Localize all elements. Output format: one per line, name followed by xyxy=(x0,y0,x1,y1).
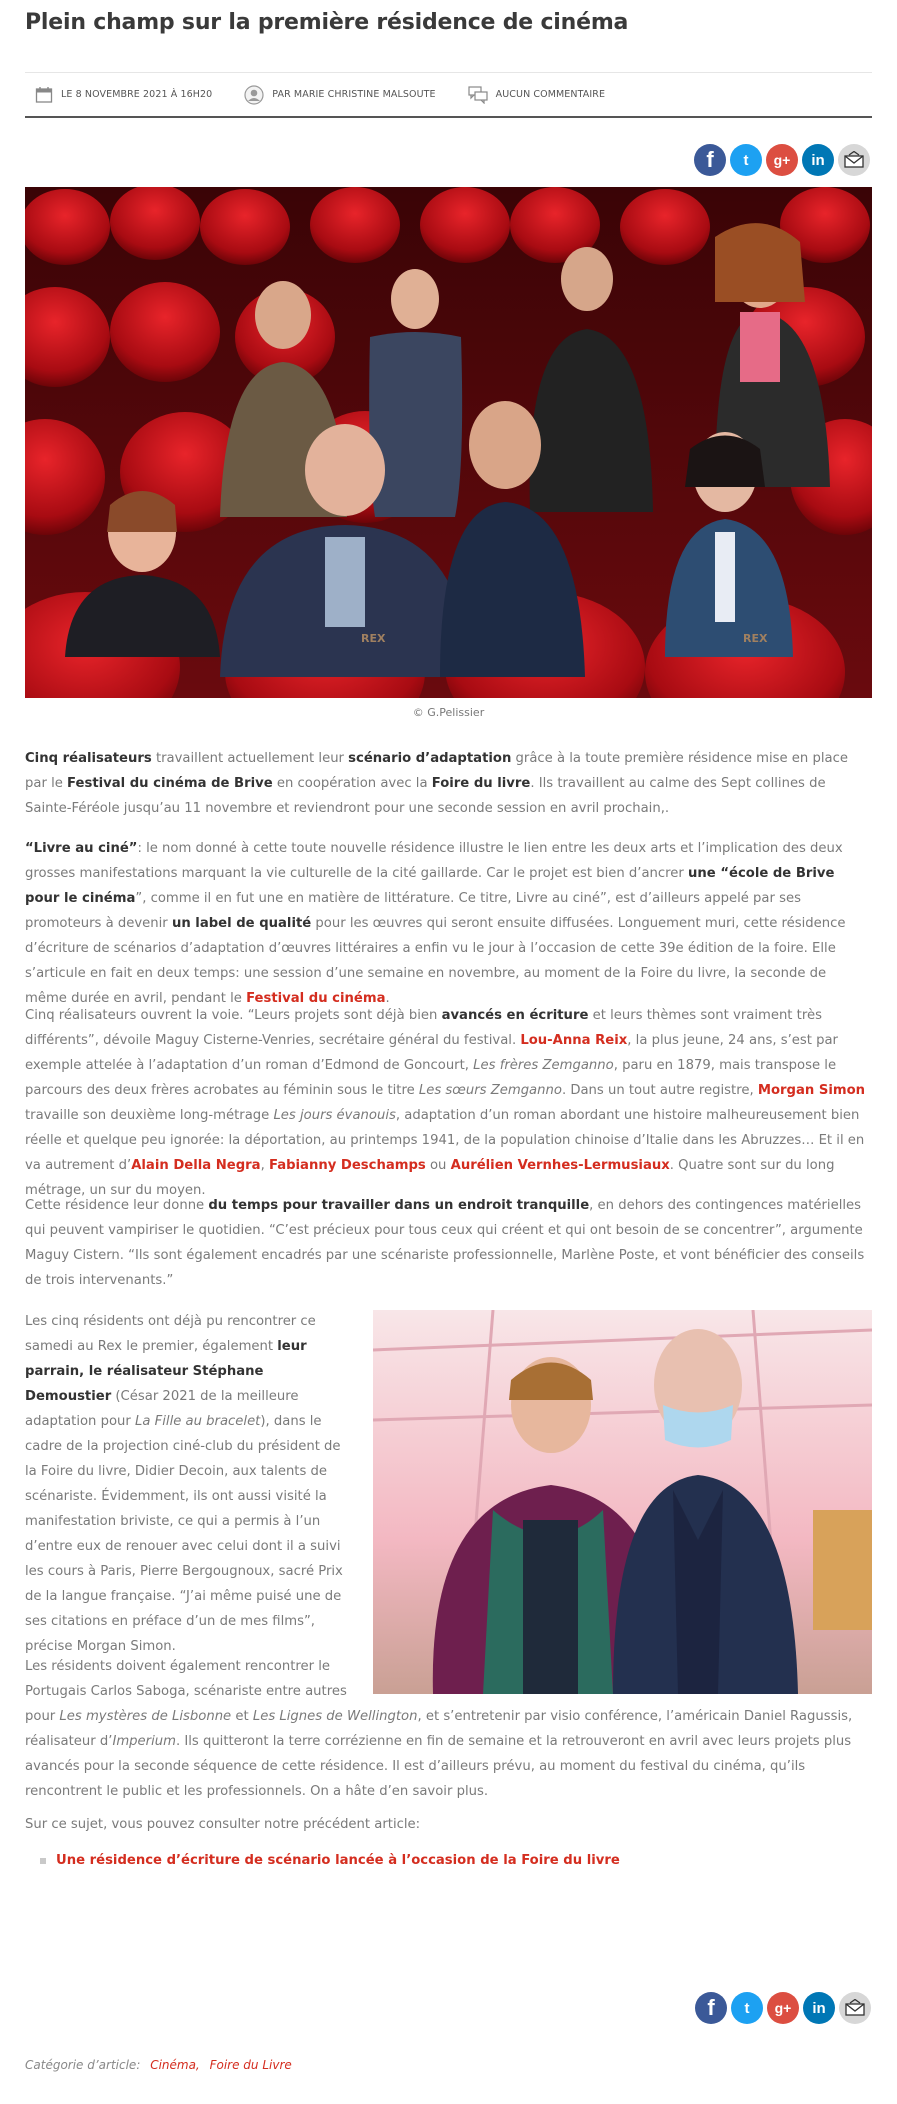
link-lou-anna-reix[interactable]: Lou-Anna Reix xyxy=(520,1033,628,1048)
facebook-icon[interactable]: f xyxy=(694,144,726,176)
photo-credit: © G.Pelissier xyxy=(412,706,485,719)
share-bar-top xyxy=(694,144,870,176)
google-plus-icon[interactable]: g+ xyxy=(767,1992,799,2024)
paragraph-rencontres-start: Les résidents doivent également rencontrer le Portugais Carlos Saboga, scénariste entre autres xyxy=(25,1659,347,1699)
paragraph-parrain: Les cinq résidents ont déjà pu rencontrer ce samedi au Rex le premier, également leur parrain, le réalisateur Stéphane Demoustier (César 2021 de la meilleure adaptation pour La Fille au bracelet), dans le cadre de la projection ciné-club du président de la Foire du livre, Didier Decoin, aux talents de scénariste. Évidemment, ils ont aussi visité la manifestation briviste, ce qui a permis à l’un d’entre eux de renouer avec celui dont il a suivi les cours à Paris, Pierre Bergougnoux, sacré Prix de la langue française. “J’ai même puisé une de ses citations en préface d’un de mes films”, précise Morgan Simon. xyxy=(25,1314,343,1654)
cinema-seats-group-photo xyxy=(25,187,872,698)
meta-date xyxy=(35,86,212,104)
share-bar-bottom xyxy=(695,1992,871,2024)
two-men-photo xyxy=(373,1310,872,1694)
link-fabianny-deschamps[interactable]: Fabianny Deschamps xyxy=(268,1158,426,1173)
article-meta xyxy=(25,72,872,118)
article-category xyxy=(25,2058,292,2072)
article-title: Plein champ sur la première résidence de cinéma xyxy=(25,10,629,35)
twitter-icon[interactable]: t xyxy=(730,144,762,176)
paragraph-intro: Cinq réalisateurs travaillent actuellement leur scénario d’adaptation grâce à la toute première résidence mise en place par le Festival du cinéma de Brive en coopération avec la Foire du livre. Ils travaillent au calme des Sept collines de Sainte-Féréole jusqu’au 11 novembre et reviendront pour une seconde session en avril prochain,. xyxy=(25,751,848,816)
related-article-link[interactable]: Une résidence d’écriture de scénario lancée à l’occasion de la Foire du livre xyxy=(56,1853,620,1868)
calendar-icon xyxy=(35,86,53,104)
meta-comments[interactable] xyxy=(468,86,605,104)
meta-comments-text: AUCUN COMMENTAIRE xyxy=(495,89,606,100)
linkedin-icon[interactable]: in xyxy=(803,1992,835,2024)
facebook-icon[interactable]: f xyxy=(695,1992,727,2024)
svg-text:REX: REX xyxy=(743,632,768,645)
paragraph-rencontres: pour Les mystères de Lisbonne et Les Lignes de Wellington, et s’entretenir par visio conférence, l’américain Daniel Ragussis, réalisateur d’Imperium. Ils quitteront la terre corrézienne en fin de semaine et la retrouveront en avril avec leurs projets plus avancés pour la seconde séquence de cette résidence. Il est d’ailleurs prévu, au moment du festival du cinéma, qu’ils rencontrent le public et les professionnels. On a hâte d’en savoir plus. xyxy=(25,1709,853,1799)
email-icon[interactable] xyxy=(839,1992,871,2024)
meta-author[interactable] xyxy=(244,85,435,105)
paragraph-temps-travailler: Cette résidence leur donne du temps pour travailler dans un endroit tranquille, en dehors des contingences matérielles qui peuvent vampiriser le quotidien. “C’est précieux pour tous ceux qui créent et qui ont besoin de se concentrer”, argumente Maguy Cistern. “Ils sont également encadrés par une scénariste professionnelle, Marlène Poste, et vont bénéficier des conseils de trois intervenants.” xyxy=(25,1198,865,1288)
meta-author-text: PAR MARIE CHRISTINE MALSOUTE xyxy=(272,89,436,100)
category-label: Catégorie d’article: xyxy=(25,2058,141,2072)
linkedin-icon[interactable]: in xyxy=(802,144,834,176)
twitter-icon[interactable]: t xyxy=(731,1992,763,2024)
link-festival-du-cinema[interactable]: Festival du cinéma xyxy=(246,991,386,1006)
link-morgan-simon[interactable]: Morgan Simon xyxy=(757,1083,866,1098)
link-alain-della-negra[interactable]: Alain Della Negra xyxy=(131,1158,261,1173)
link-aurelien-vernhes-lermusiaux[interactable]: Aurélien Vernhes-Lermusiaux xyxy=(450,1158,670,1173)
google-plus-icon[interactable]: g+ xyxy=(766,144,798,176)
email-icon[interactable] xyxy=(838,144,870,176)
category-link-cinema[interactable]: Cinéma, xyxy=(150,2058,200,2072)
bullet-square-icon xyxy=(40,1858,46,1864)
user-icon xyxy=(244,85,264,105)
comments-icon xyxy=(468,86,488,104)
paragraph-livre-au-cine: “Livre au ciné”: le nom donné à cette toute nouvelle résidence illustre le lien entre les deux arts et l’implication des deux grosses manifestations marquant la vie culturelle de la cité gaillarde. Car le projet est bien d’ancrer une “école de Brive pour le cinéma”, comme il en fut une en matière de littérature. Ce titre, Livre au ciné”, est d’ailleurs appelé par ses promoteurs à devenir un label de qualité pour les œuvres qui seront ensuite diffusées. Longuement muri, cette résidence d’écriture de scénarios d’adaptation d’œuvres littéraires a enfin vu le jour à l’occasion de cette 39e édition de la foire. Elle s’articule en fait en deux temps: une session d’une semaine en novembre, au moment de la Foire du livre, la seconde de même durée en avril, pendant le Festival du cinéma. xyxy=(25,841,846,1006)
category-link-foire-du-livre[interactable]: Foire du Livre xyxy=(209,2058,292,2072)
related-article-item xyxy=(40,1853,620,1868)
meta-date-text: LE 8 NOVEMBRE 2021 À 16H20 xyxy=(61,89,213,100)
paragraph-sur-ce-sujet: Sur ce sujet, vous pouvez consulter notre précédent article: xyxy=(25,1817,421,1832)
svg-text:REX: REX xyxy=(361,632,386,645)
paragraph-realisateurs: Cinq réalisateurs ouvrent la voie. “Leurs projets sont déjà bien avancés en écriture et leurs thèmes sont vraiment très différents”, dévoile Maguy Cisterne-Venries, secrétaire général du festival. Lou-Anna Reix, la plus jeune, 24 ans, s’est par exemple attelée à l’adaptation d’un roman d’Edmond de Goncourt, Les frères Zemganno, paru en 1879, mais transpose le parcours des deux frères acrobates au féminin sous le titre Les sœurs Zemganno. Dans un tout autre registre, Morgan Simon travaille son deuxième long-métrage Les jours évanouis, adaptation d’un roman abordant une histoire malheureusement bien réelle et quelque peu ignorée: la déportation, au printemps 1941, de la population chinoise d’Italie dans les Abruzzes… Et il en va autrement d’Alain Della Negra, Fabianny Deschamps ou Aurélien Vernhes-Lermusiaux. Quatre sont sur du long métrage, un sur du moyen. xyxy=(25,1008,866,1198)
